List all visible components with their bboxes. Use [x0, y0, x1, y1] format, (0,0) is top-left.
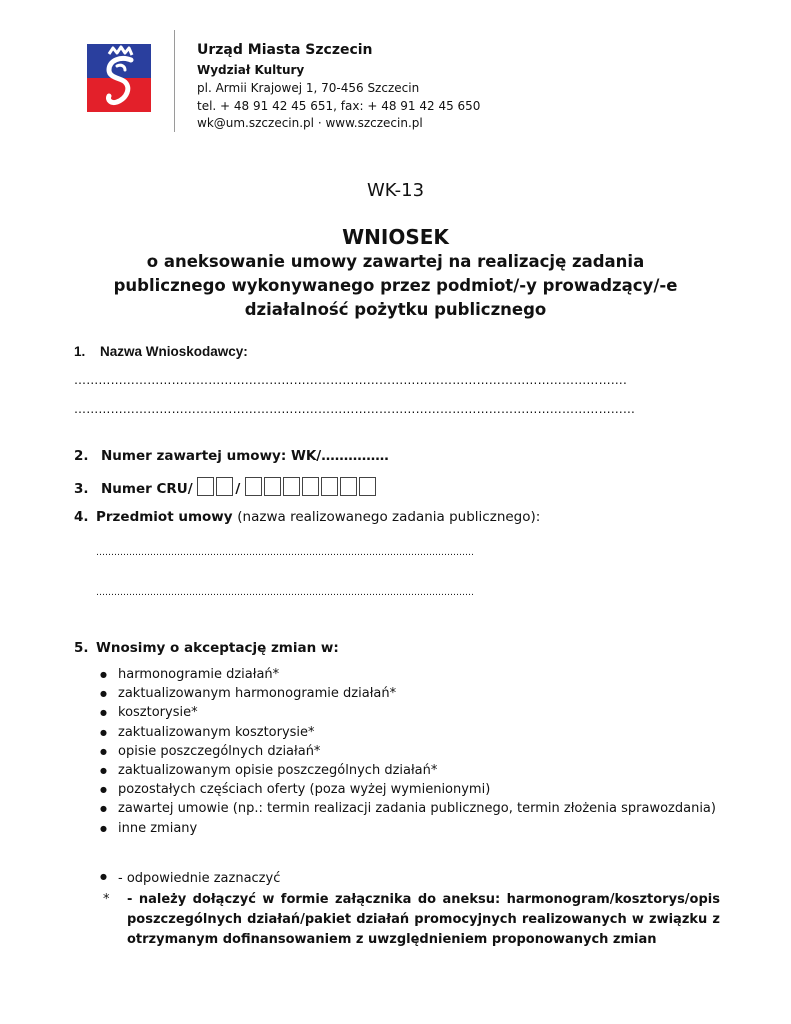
contract-subject-line-1[interactable]: ……………………………………………………………………………………………………………… — [96, 548, 474, 558]
form-title: WNIOSEK — [342, 225, 449, 249]
section-3-number: 3. — [74, 481, 89, 497]
list-item[interactable]: ● zawartej umowie (np.: termin realizacji zadania publicznego, termin złożenia sprawozdania) — [100, 799, 716, 818]
section-1-label: Nazwa Wnioskodawcy: — [100, 344, 248, 359]
section-1-heading — [74, 344, 248, 359]
mark-appropriate-note: ● - odpowiednie zaznaczyć — [100, 871, 280, 886]
contract-subject-line-2[interactable]: ……………………………………………………………………………………………………………… — [96, 588, 474, 598]
cru-box[interactable] — [359, 477, 376, 496]
section-4-label: Przedmiot umowy — [96, 509, 233, 525]
section-4-heading — [74, 509, 540, 525]
list-item[interactable]: ● zaktualizowanym opisie poszczególnych działań* — [100, 761, 716, 780]
attachment-note-text: - należy dołączyć w formie załącznika do aneksu: harmonogram/kosztorys/opis poszczególnych działań/pakiet działań promocyjnych realizowanych w związku z otrzymanym dofinansowaniem z uwzględnieniem proponowanych zmian — [127, 892, 720, 947]
list-item[interactable]: ● harmonogramie działań* — [100, 665, 716, 684]
org-name: Urząd Miasta Szczecin — [197, 42, 373, 58]
list-item[interactable]: ● zaktualizowanym harmonogramie działań* — [100, 684, 716, 703]
applicant-name-line-2[interactable]: ………………………………………………………………………………………………………………………... — [74, 402, 636, 416]
cru-label: Numer CRU/ — [101, 481, 193, 497]
griffin-emblem-icon — [87, 44, 151, 112]
contract-number-field[interactable]: Numer zawartej umowy: WK/…………… — [101, 448, 389, 464]
list-item[interactable]: ● pozostałych częściach oferty (poza wyżej wymienionymi) — [100, 780, 716, 799]
form-code: WK-13 — [366, 180, 425, 201]
list-item[interactable]: ● kosztorysie* — [100, 703, 716, 722]
section-3-heading — [74, 477, 378, 497]
section-2-heading — [74, 448, 389, 464]
list-item[interactable]: ● zaktualizowanym kosztorysie* — [100, 723, 716, 742]
header-divider — [174, 30, 175, 132]
cru-box[interactable] — [245, 477, 262, 496]
list-item[interactable]: ● inne zmiany — [100, 819, 716, 838]
applicant-name-line-1[interactable]: ………………………………………………………………………………………………………………………. — [74, 373, 628, 387]
section-4-hint: (nazwa realizowanego zadania publicznego): — [237, 509, 541, 525]
cru-box[interactable] — [302, 477, 319, 496]
section-5-heading — [74, 640, 339, 656]
section-1-number: 1. — [74, 344, 86, 359]
city-logo — [87, 44, 151, 112]
cru-box[interactable] — [216, 477, 233, 496]
department-name: Wydział Kultury — [197, 63, 305, 77]
section-5-number: 5. — [74, 640, 89, 656]
contact-email-web: wk@um.szczecin.pl · www.szczecin.pl — [197, 116, 423, 130]
cru-box[interactable] — [321, 477, 338, 496]
cru-box[interactable] — [340, 477, 357, 496]
section-4-number: 4. — [74, 509, 89, 525]
cru-box[interactable] — [264, 477, 281, 496]
list-item[interactable]: ● opisie poszczególnych działań* — [100, 742, 716, 761]
asterisk-marker: * — [103, 892, 110, 907]
cru-box[interactable] — [197, 477, 214, 496]
address: pl. Armii Krajowej 1, 70-456 Szczecin — [197, 81, 420, 95]
attachment-note — [103, 890, 720, 950]
cru-box[interactable] — [283, 477, 300, 496]
form-subtitle: o aneksowanie umowy zawartej na realizację zadania publicznego wykonywanego przez podmiot/-y prowadzący/-e działalność pożytku publicznego — [113, 252, 678, 319]
change-options-list — [100, 665, 716, 838]
phone-fax: tel. + 48 91 42 45 651, fax: + 48 91 42 45 650 — [197, 99, 481, 113]
section-2-number: 2. — [74, 448, 89, 464]
cru-separator: / — [235, 481, 241, 497]
section-5-label: Wnosimy o akceptację zmian w: — [96, 640, 339, 656]
